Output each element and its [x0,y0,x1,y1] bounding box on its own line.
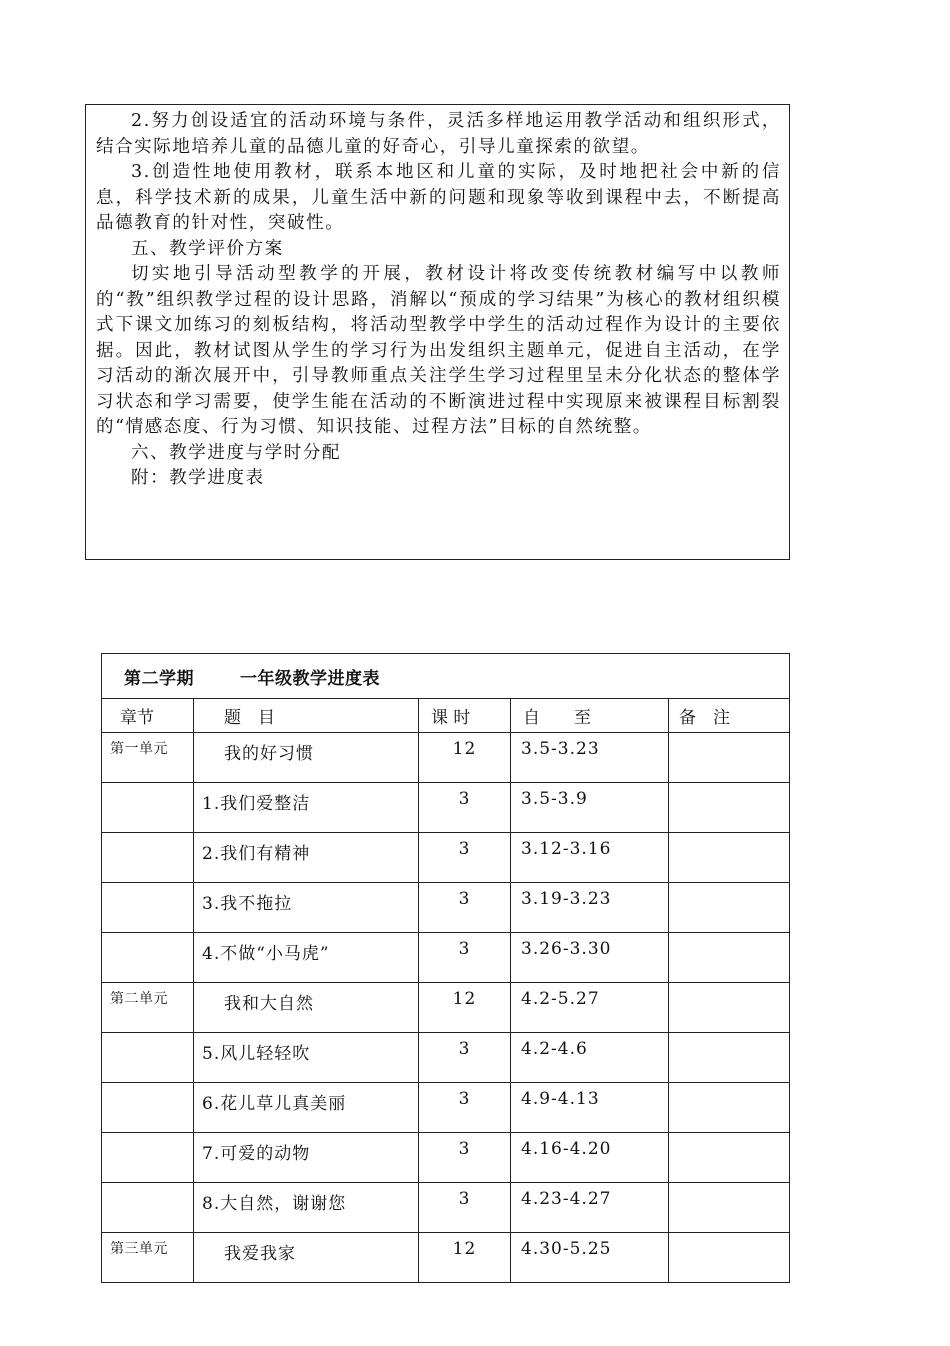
row-note [669,1183,790,1233]
row-date: 3.19-3.23 [511,883,669,933]
row-chapter [102,1133,194,1183]
row-note [669,933,790,983]
row-date: 4.16-4.20 [511,1133,669,1183]
header-hours: 课 时 [419,699,511,733]
row-date: 4.2-4.6 [511,1033,669,1083]
row-date: 4.2-5.27 [511,983,669,1033]
header-note: 备 注 [669,699,790,733]
row-topic: 我爱我家 [194,1233,419,1283]
row-note [669,1133,790,1183]
row-date: 3.5-3.23 [511,733,669,783]
row-date: 3.26-3.30 [511,933,669,983]
paragraph-evaluation: 切实地引导活动型教学的开展，教材设计将改变传统教材编写中以教师的“教”组织教学过程的设计思路，消解以“预成的学习结果”为核心的教材组织模式下课文加练习的刻板结构，将活动型教学中学生的活动过程作为设计的主要依据。因此，教材试图从学生的学习行为出发组织主题单元，促进自主活动，在学习活动的渐次展开中，引导教师重点关注学生学习过程里呈未分化状态的整体学习状态和学习需要，使学生能在活动的不断演进过程中实现原来被课程目标割裂的“情感态度、行为习惯、知识技能、过程方法”目标的自然统整。 [96,264,781,437]
schedule-header-row [102,699,790,733]
schedule-row [102,983,790,1033]
schedule-row [102,1183,790,1233]
row-chapter: 第三单元 [102,1233,194,1283]
row-chapter [102,933,194,983]
row-chapter [102,883,194,933]
row-topic: 7.可爱的动物 [194,1133,419,1183]
schedule-table [101,653,790,1283]
header-date: 自 至 [511,699,669,733]
section-heading-schedule: 六、教学进度与学时分配 [131,442,342,463]
row-hours: 12 [419,983,511,1033]
schedule-term: 第二学期 [124,668,194,689]
row-topic: 4.不做“小马虎” [194,933,419,983]
row-hours: 3 [419,1033,511,1083]
row-hours: 3 [419,833,511,883]
attachment-note: 附：教学进度表 [131,468,265,488]
row-note [669,983,790,1033]
row-date: 3.5-3.9 [511,783,669,833]
row-hours: 3 [419,883,511,933]
schedule-row [102,783,790,833]
schedule-title [102,654,790,699]
row-chapter [102,1183,194,1233]
row-chapter [102,1033,194,1083]
header-chapter: 章节 [102,699,194,733]
header-topic: 题 目 [194,699,419,733]
schedule-row [102,833,790,883]
row-note [669,733,790,783]
row-topic: 我和大自然 [194,983,419,1033]
paragraph-item-2: 2.努力创设适宜的活动环境与条件，灵活多样地运用教学活动和组织形式，结合实际地培养儿童的品德儿童的好奇心，引导儿童探索的欲望。 [96,111,781,157]
row-chapter [102,783,194,833]
row-note [669,1033,790,1083]
row-date: 4.30-5.25 [511,1233,669,1283]
row-topic: 2.我们有精神 [194,833,419,883]
row-note [669,783,790,833]
row-topic: 我的好习惯 [194,733,419,783]
row-chapter [102,833,194,883]
row-note [669,1233,790,1283]
row-hours: 3 [419,783,511,833]
schedule-row [102,883,790,933]
row-chapter [102,1083,194,1133]
row-topic: 1.我们爱整洁 [194,783,419,833]
row-chapter: 第二单元 [102,983,194,1033]
schedule-row [102,933,790,983]
row-hours: 3 [419,1133,511,1183]
row-hours: 3 [419,1183,511,1233]
schedule-title-row [102,654,790,699]
row-note [669,883,790,933]
schedule-row [102,1133,790,1183]
row-chapter: 第一单元 [102,733,194,783]
schedule-row [102,1233,790,1283]
section-heading-evaluation: 五、教学评价方案 [131,238,284,259]
row-date: 4.23-4.27 [511,1183,669,1233]
row-topic: 5.风儿轻轻吹 [194,1033,419,1083]
schedule-row [102,1083,790,1133]
row-note [669,833,790,883]
plan-text-box [85,104,790,560]
paragraph-item-3: 3.创造性地使用教材，联系本地区和儿童的实际，及时地把社会中新的信息，科学技术新的成果，儿童生活中新的问题和现象等收到课程中去，不断提高品德教育的针对性，突破性。 [96,162,781,233]
row-date: 4.9-4.13 [511,1083,669,1133]
row-hours: 12 [419,733,511,783]
schedule-name: 一年级教学进度表 [240,668,380,689]
row-hours: 3 [419,1083,511,1133]
schedule-row [102,1033,790,1083]
row-topic: 6.花儿草儿真美丽 [194,1083,419,1133]
row-topic: 8.大自然，谢谢您 [194,1183,419,1233]
row-hours: 12 [419,1233,511,1283]
schedule-row [102,733,790,783]
row-hours: 3 [419,933,511,983]
row-note [669,1083,790,1133]
row-date: 3.12-3.16 [511,833,669,883]
row-topic: 3.我不拖拉 [194,883,419,933]
